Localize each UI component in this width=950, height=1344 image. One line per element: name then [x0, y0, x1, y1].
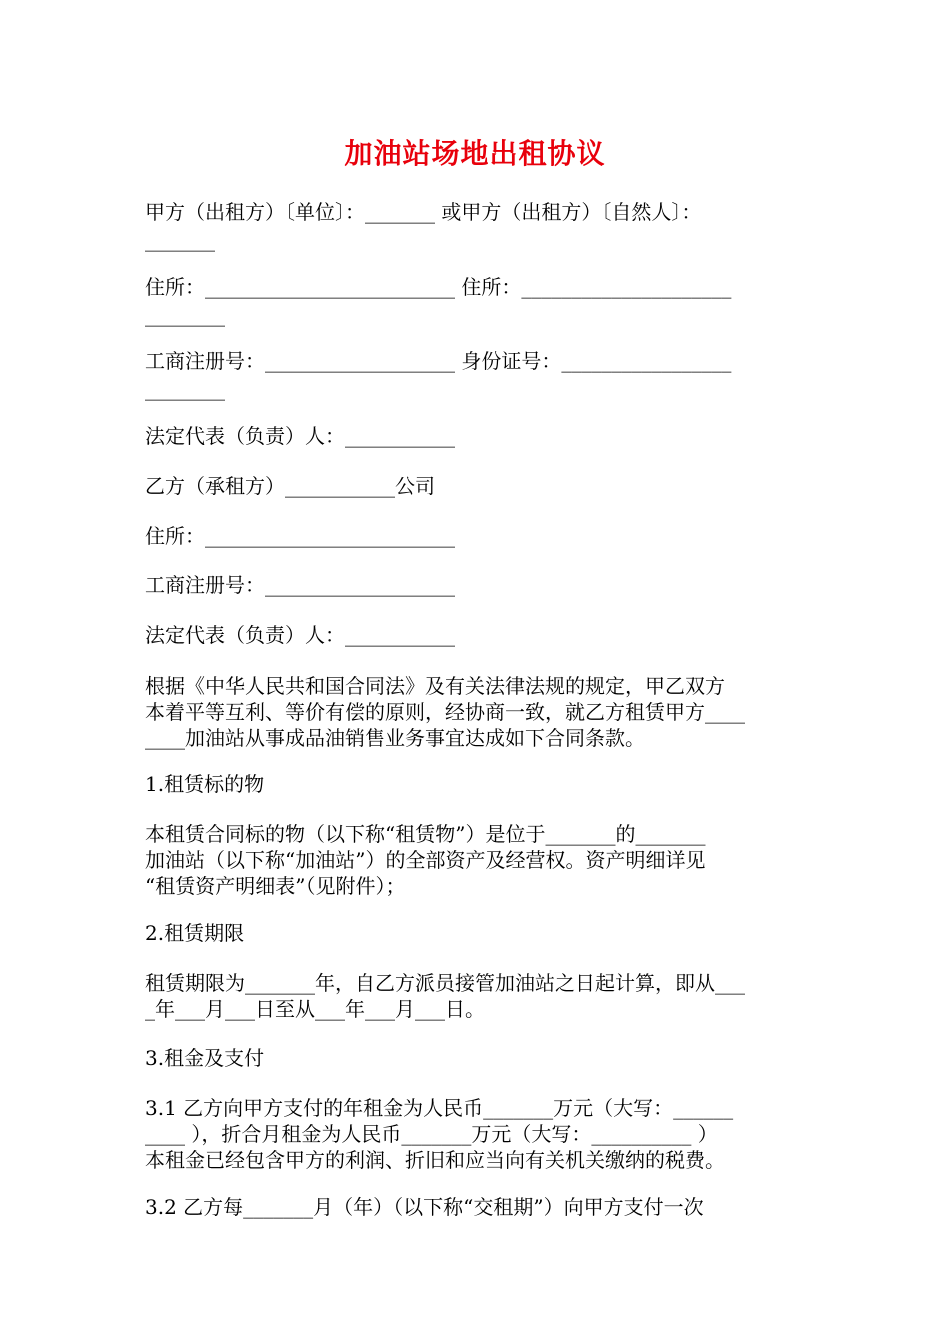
- preamble-line-3: ____加油站从事成品油销售业务事宜达成如下合同条款。: [145, 726, 645, 750]
- party-b-name: 乙方（承租方）___________公司: [145, 474, 435, 498]
- party-b-registration: 工商注册号：___________________: [145, 573, 455, 597]
- section3-heading: 3.租金及支付: [145, 1046, 265, 1070]
- party-a-registration: 工商注册号：___________________ 身份证号：_________________: [145, 349, 732, 373]
- party-b-address: 住所：_________________________: [145, 524, 455, 548]
- party-b-representative: 法定代表（负责）人：___________: [145, 623, 455, 647]
- party-a-registration-cont: ________: [145, 377, 225, 401]
- preamble-line-2: 本着平等互利、等价有偿的原则，经协商一致，就乙方租赁甲方____: [145, 700, 745, 724]
- party-a-line: 甲方（出租方）〔单位〕：_______ 或甲方（出租方）〔自然人〕：: [145, 200, 702, 224]
- section3-clause2-line-1: 3.2 乙方每_______月（年）（以下称“交租期”）向甲方支付一次: [145, 1195, 704, 1219]
- section1-heading: 1.租赁标的物: [145, 772, 265, 796]
- party-a-representative: 法定代表（负责）人：___________: [145, 424, 455, 448]
- section2-heading: 2.租赁期限: [145, 921, 245, 945]
- section2-body-1: 租赁期限为_______年，自乙方派员接管加油站之日起计算，即从___: [145, 971, 745, 995]
- party-a-line-cont: _______: [145, 228, 215, 252]
- party-a-address-cont: ________: [145, 303, 225, 327]
- section3-clause1-line-2: ____ ），折合月租金为人民币_______万元（大写：__________ ）: [145, 1122, 718, 1146]
- party-a-address: 住所：_________________________ 住所：_____________________: [145, 275, 732, 299]
- section1-body-2: 加油站（以下称“加油站”）的全部资产及经营权。资产明细详见: [145, 848, 706, 872]
- document-title: 加油站场地出租协议: [344, 137, 606, 170]
- section3-clause1-line-3: 本租金已经包含甲方的利润、折旧和应当向有关机关缴纳的税费。: [145, 1148, 725, 1172]
- preamble-line-1: 根据《中华人民共和国合同法》及有关法律法规的规定，甲乙双方: [145, 674, 725, 698]
- section2-body-2: _年___月___日至从___年___月___日。: [145, 997, 485, 1021]
- section3-clause1-line-1: 3.1 乙方向甲方支付的年租金为人民币_______万元（大写：______: [145, 1096, 734, 1120]
- section1-body-1: 本租赁合同标的物（以下称“租赁物”）是位于_______的_______: [145, 822, 706, 846]
- section1-body-3: “租赁资产明细表”（见附件）；: [145, 874, 406, 898]
